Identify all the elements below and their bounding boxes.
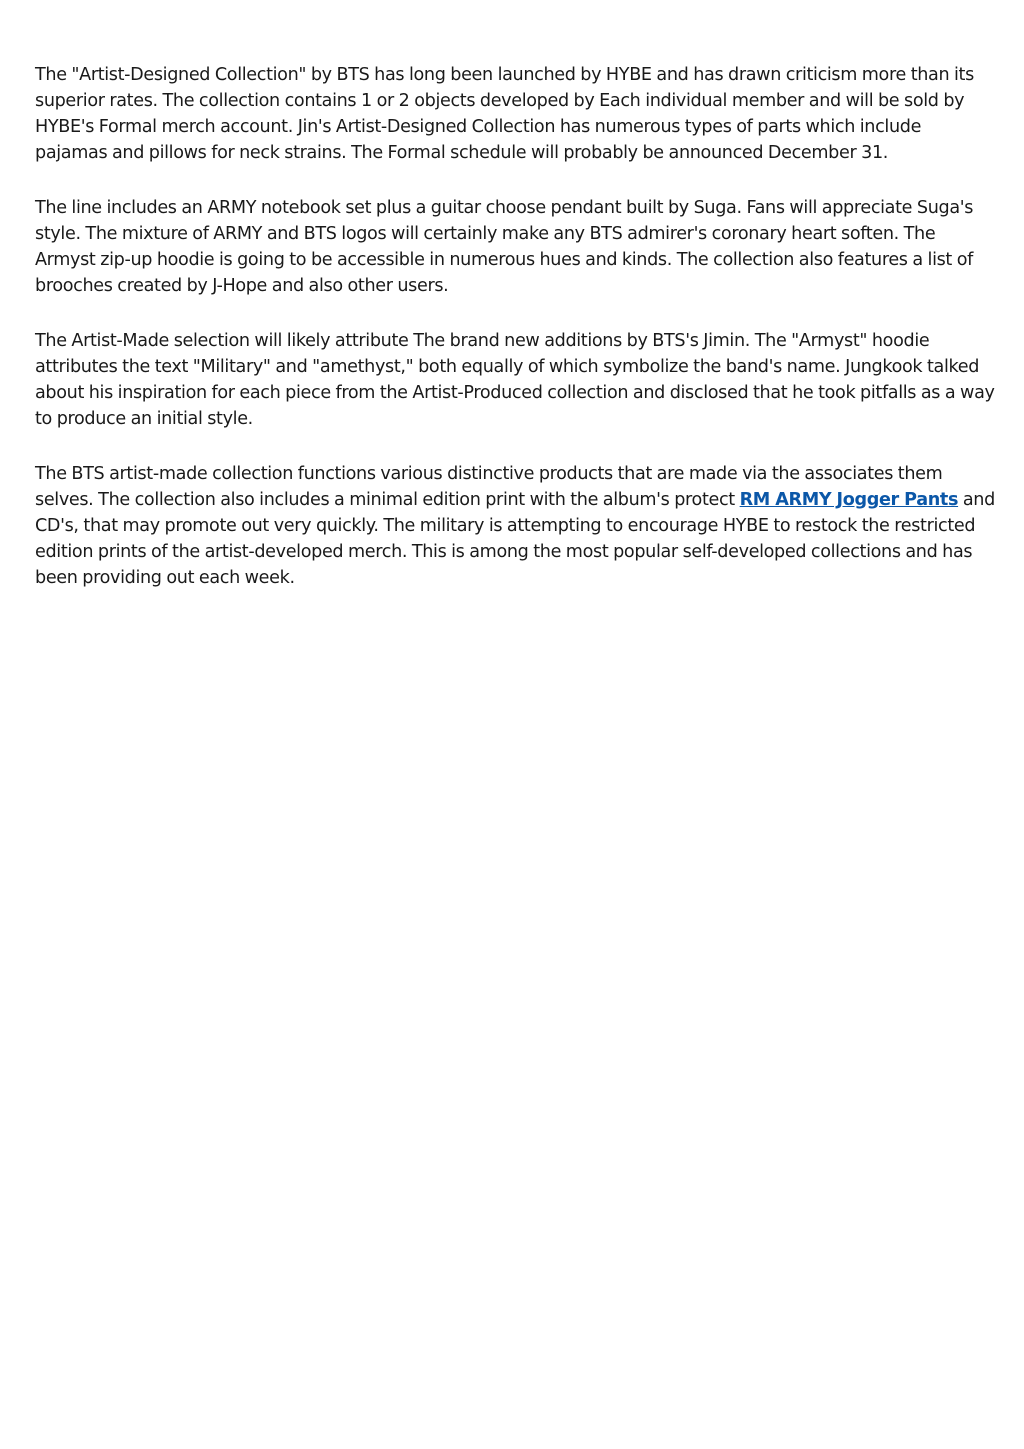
paragraph-4-text-before-link: The BTS artist-made collection functions various distinctive products that are made via the associates them selves. The collection also includes a minimal edition print with the album's protect — [35, 464, 943, 510]
paragraph-2: The line includes an ARMY notebook set plus a guitar choose pendant built by Suga. Fans will appreciate Suga's style. The mixture of ARMY and BTS logos will certainly make any BTS admirer's coronary heart soften. The Armyst zip-up hoodie is going to be accessible in numerous hues and kinds. The collection also features a list of brooches created by J-Hope and also other users. — [35, 198, 974, 296]
paragraph-4 — [35, 461, 995, 591]
article-body — [35, 62, 995, 620]
paragraph-4-text-after-link: and CD's, that may promote out very quickly. The military is attempting to encourage HYBE to restock the restricted edition prints of the artist-developed merch. This is among the most popular self-developed collections and has been providing out each week. — [35, 490, 995, 588]
paragraph-1: The "Artist-Designed Collection" by BTS has long been launched by HYBE and has drawn criticism more than its superior rates. The collection contains 1 or 2 objects developed by Each individual member and will be sold by HYBE's Formal merch account. Jin's Artist-Designed Collection has numerous types of parts which include pajamas and pillows for neck strains. The Formal schedule will probably be announced December 31. — [35, 65, 974, 163]
rm-army-jogger-pants-link[interactable]: RM ARMY Jogger Pants — [739, 490, 959, 510]
paragraph-3: The Artist-Made selection will likely attribute The brand new additions by BTS's Jimin. The "Armyst" hoodie attributes the text "Military" and "amethyst," both equally of which symbolize the band's name. Jungkook talked about his inspiration for each piece from the Artist-Produced collection and disclosed that he took pitfalls as a way to produce an initial style. — [35, 331, 995, 429]
